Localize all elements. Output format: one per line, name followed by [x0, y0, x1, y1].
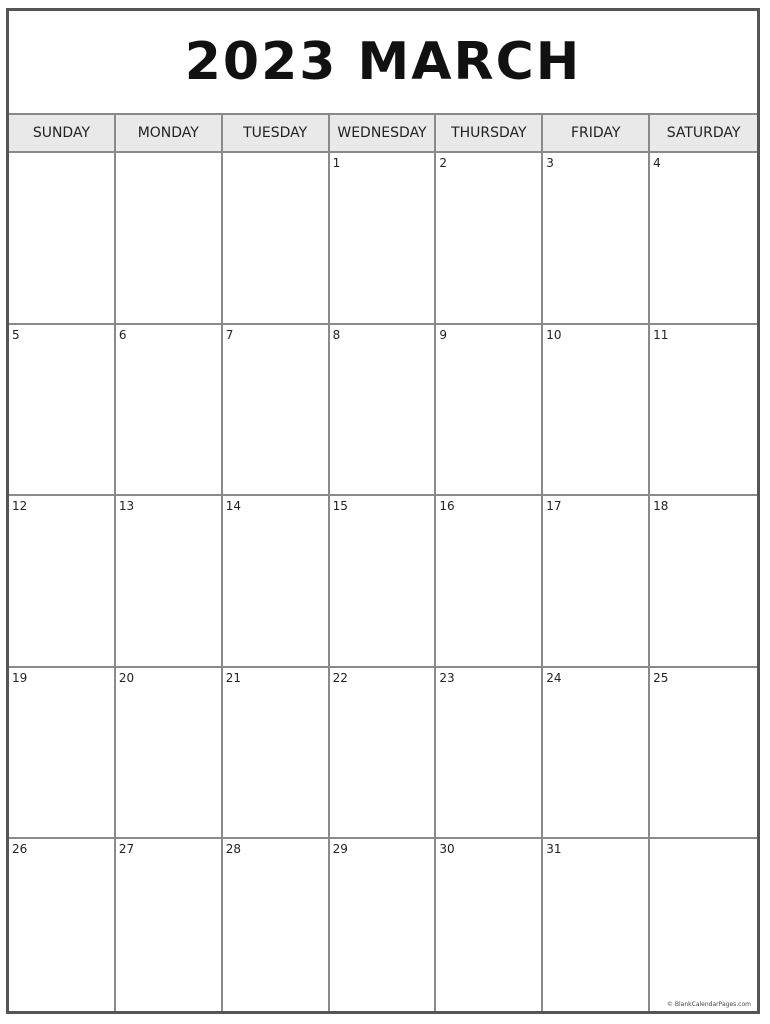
day-cell: [9, 668, 116, 840]
weekday-header-row: [9, 115, 757, 153]
day-number: 31: [546, 842, 562, 857]
day-cell: [223, 496, 330, 668]
day-cell: [330, 325, 437, 497]
day-cell: [436, 839, 543, 1011]
day-number: 5: [12, 327, 20, 342]
day-cell: [9, 153, 116, 325]
day-cell: [116, 496, 223, 668]
day-cell: [9, 496, 116, 668]
day-cell: [223, 325, 330, 497]
day-cell: [436, 325, 543, 497]
day-number: 4: [653, 156, 661, 170]
day-cell: [9, 839, 116, 1011]
weekday-monday: MONDAY: [116, 115, 223, 151]
day-cell: [116, 325, 223, 497]
day-number: 12: [12, 499, 28, 514]
day-number: 26: [12, 842, 28, 857]
day-cell: [436, 153, 543, 325]
day-number: 19: [12, 670, 28, 685]
weekday-tuesday: TUESDAY: [223, 115, 330, 151]
day-number: 23: [439, 670, 455, 685]
day-cell: [116, 668, 223, 840]
day-cell: [650, 496, 757, 668]
day-cell: [650, 153, 757, 325]
day-number: 25: [653, 670, 669, 685]
day-number: 15: [332, 499, 348, 514]
day-number: 14: [225, 499, 241, 514]
day-number: 17: [546, 499, 562, 514]
day-number: 29: [332, 842, 348, 857]
day-number: 3: [546, 156, 554, 170]
day-cell: [543, 668, 650, 840]
day-number: 2: [439, 156, 448, 170]
day-number: 13: [118, 499, 135, 514]
day-cell: [330, 496, 437, 668]
day-number: 22: [332, 670, 348, 685]
day-number: 30: [439, 842, 455, 857]
day-cell: [436, 668, 543, 840]
day-cell: [543, 496, 650, 668]
day-cell: [543, 325, 650, 497]
day-cell: [330, 668, 437, 840]
day-number: 18: [653, 499, 669, 514]
day-cell: [650, 325, 757, 497]
day-cell: [223, 668, 330, 840]
day-number: 27: [118, 842, 135, 857]
day-number: 28: [225, 842, 241, 857]
day-cell: [116, 153, 223, 325]
day-number: 9: [439, 327, 448, 342]
day-number: 16: [439, 499, 455, 514]
day-cell: [543, 839, 650, 1011]
calendar-page: [6, 8, 760, 1014]
day-number: 8: [332, 327, 341, 342]
day-number: 10: [546, 327, 562, 342]
day-number: 21: [225, 670, 241, 685]
day-number: 11: [653, 327, 669, 342]
weekday-friday: FRIDAY: [543, 115, 650, 151]
watermark-credit: © BlankCalendarPages.com: [666, 1001, 751, 1008]
day-cell: [330, 153, 437, 325]
day-number: 24: [546, 670, 562, 685]
day-cell: [436, 496, 543, 668]
weekday-thursday: THURSDAY: [436, 115, 543, 151]
day-cell: [9, 325, 116, 497]
day-cell: [223, 153, 330, 325]
day-number: 20: [118, 670, 135, 685]
day-cell: [116, 839, 223, 1011]
day-cell: [650, 668, 757, 840]
day-cell: [223, 839, 330, 1011]
calendar-grid: [9, 153, 757, 1011]
day-number: 6: [118, 327, 127, 342]
day-cell: [650, 839, 757, 1011]
day-number: 1: [332, 156, 341, 170]
weekday-wednesday: WEDNESDAY: [330, 115, 437, 151]
calendar-title: 2023 MARCH: [9, 11, 757, 115]
day-cell: [543, 153, 650, 325]
day-cell: [330, 839, 437, 1011]
weekday-saturday: SATURDAY: [666, 125, 741, 141]
weekday-sunday: SUNDAY: [9, 115, 116, 151]
day-number: 7: [225, 327, 234, 342]
